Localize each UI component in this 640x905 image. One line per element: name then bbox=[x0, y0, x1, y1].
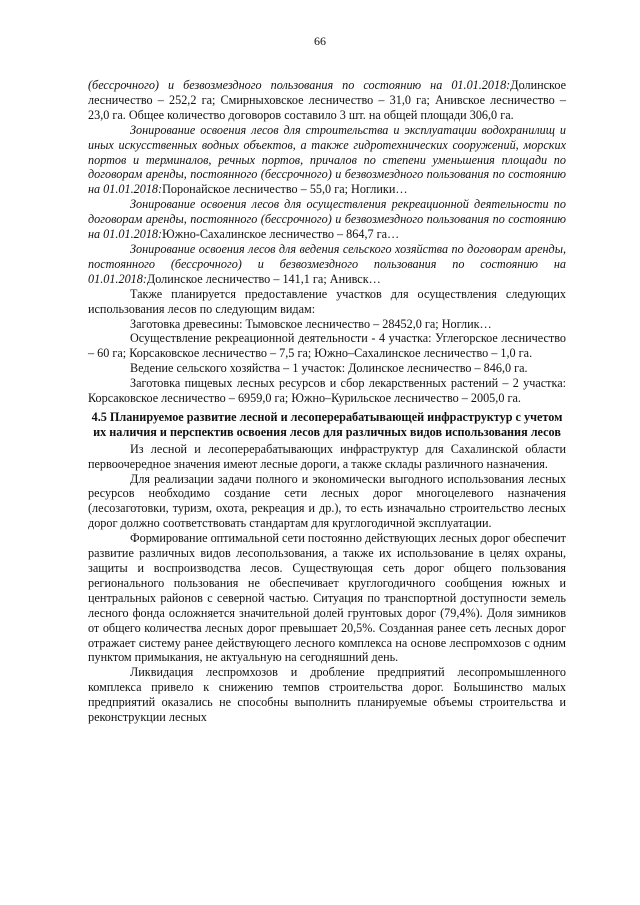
paragraph-9: Заготовка пищевых лесных ресурсов и сбор лекарственных растений – 2 участка: Корсаковское лесничество – 6959,0 га; Южно–Курильское лесничество – 2005,0 га. bbox=[88, 376, 566, 406]
paragraph-3-italic: Зонирование освоения лесов для осуществления рекреационной деятельности по договорам аренды, постоянного (бессрочного) и безвозмездного пользования по состоянию на 01.01.2018: bbox=[88, 197, 566, 242]
paragraph-2 bbox=[88, 123, 566, 198]
paragraph-13: Ликвидация леспромхозов и дробление предприятий лесопромышленного комплекса привело к снижению темпов строительства дорог. Большинство малых предприятий оказались не способны выполнить планируемые объемы строительства и реконструкции лесных bbox=[88, 665, 566, 725]
page-number: 66 bbox=[314, 34, 326, 48]
paragraph-11: Для реализации задачи полного и экономически выгодного использования лесных ресурсов необходимо создание сети лесных дорог многоцелевого назначения (лесозаготовки, туризм, охота, рекреация и др.), то есть изначально строительство лесных дорог должно соответствовать стандартам для круглогодичной эксплуатации. bbox=[88, 471, 566, 531]
paragraph-2-text: Поронайское лесничество – 55,0 га; Ноглики… bbox=[162, 182, 408, 197]
paragraph-8: Ведение сельского хозяйства – 1 участок: Долинское лесничество – 846,0 га. bbox=[130, 361, 528, 376]
paragraph-3-text: Южно-Сахалинское лесничество – 864,7 га… bbox=[162, 227, 400, 242]
paragraph-12: Формирование оптимальной сети постоянно действующих лесных дорог обеспечит развитие различных видов лесопользования, а также их использование в целях охраны, защиты и воспроизводства лесов. Существующая сеть дорог общего пользования регионального пользования не обеспечивает круглогодичного сообщения южных и центральных районов с северной частью. Ситуация по транспортной доступности земель лесного фонда осложняется значительной долей грунтовых дорог (79,4%). Доля зимников от общего количества лесных дорог превышает 20,5%. Созданная ранее сеть лесных дорог отражает систему ранее действующего лесного комплекса на основе леспромхозов с одним пунктом примыкания, не актуальную на сегодняшний день. bbox=[88, 531, 566, 665]
paragraph-3 bbox=[88, 197, 566, 242]
section-heading: 4.5 Планируемое развитие лесной и лесоперерабатывающей инфраструктур с учетом их наличия и перспектив освоения лесов для различных видов использования лесов bbox=[91, 409, 563, 439]
paragraph-1 bbox=[88, 78, 566, 123]
paragraph-6: Заготовка древесины: Тымовское лесничество – 28452,0 га; Ноглик… bbox=[130, 316, 492, 331]
paragraph-7: Осуществление рекреационной деятельности - 4 участка: Углегорское лесничество – 60 га; Корсаковское лесничество – 7,5 га; Южно–Сахалинское лесничество – 1,0 га. bbox=[88, 331, 566, 361]
paragraph-1-italic: (бессрочного) и безвозмездного пользования по состоянию на 01.01.2018: bbox=[88, 78, 511, 92]
paragraph-4 bbox=[88, 242, 566, 287]
paragraph-5: Также планируется предоставление участков для осуществления следующих использования лесов по следующим видам: bbox=[88, 286, 566, 316]
paragraph-2-italic: Зонирование освоения лесов для строительства и эксплуатации водохранилищ и иных искусственных водных объектов, а также гидротехнических сооружений, морских портов и терминалов, речных портов, причалов по степени уменьшения площади по договорам аренды, постоянного (бессрочного) и безвозмездного пользования по состоянию на 01.01.2018: bbox=[88, 122, 566, 197]
page-content bbox=[88, 78, 566, 725]
paragraph-1-text: Долинское лесничество – 252,2 га; Смирныховское лесничество – 31,0 га; Анивское лесничество – 23,0 га. Общее количество договоров составило 3 шт. на общей площади 306,0 га. bbox=[88, 78, 566, 122]
paragraph-4-italic: Зонирование освоения лесов для ведения сельского хозяйства по договорам аренды, постоянного (бессрочного) и безвозмездного пользования по состоянию на 01.01.2018: bbox=[88, 241, 566, 286]
paragraph-10: Из лесной и лесоперерабатывающих инфраструктур для Сахалинской области первоочередное значения имеют лесные дороги, а также склады различного назначения. bbox=[88, 441, 566, 471]
paragraph-4-text: Долинское лесничество – 141,1 га; Анивск… bbox=[146, 271, 381, 286]
